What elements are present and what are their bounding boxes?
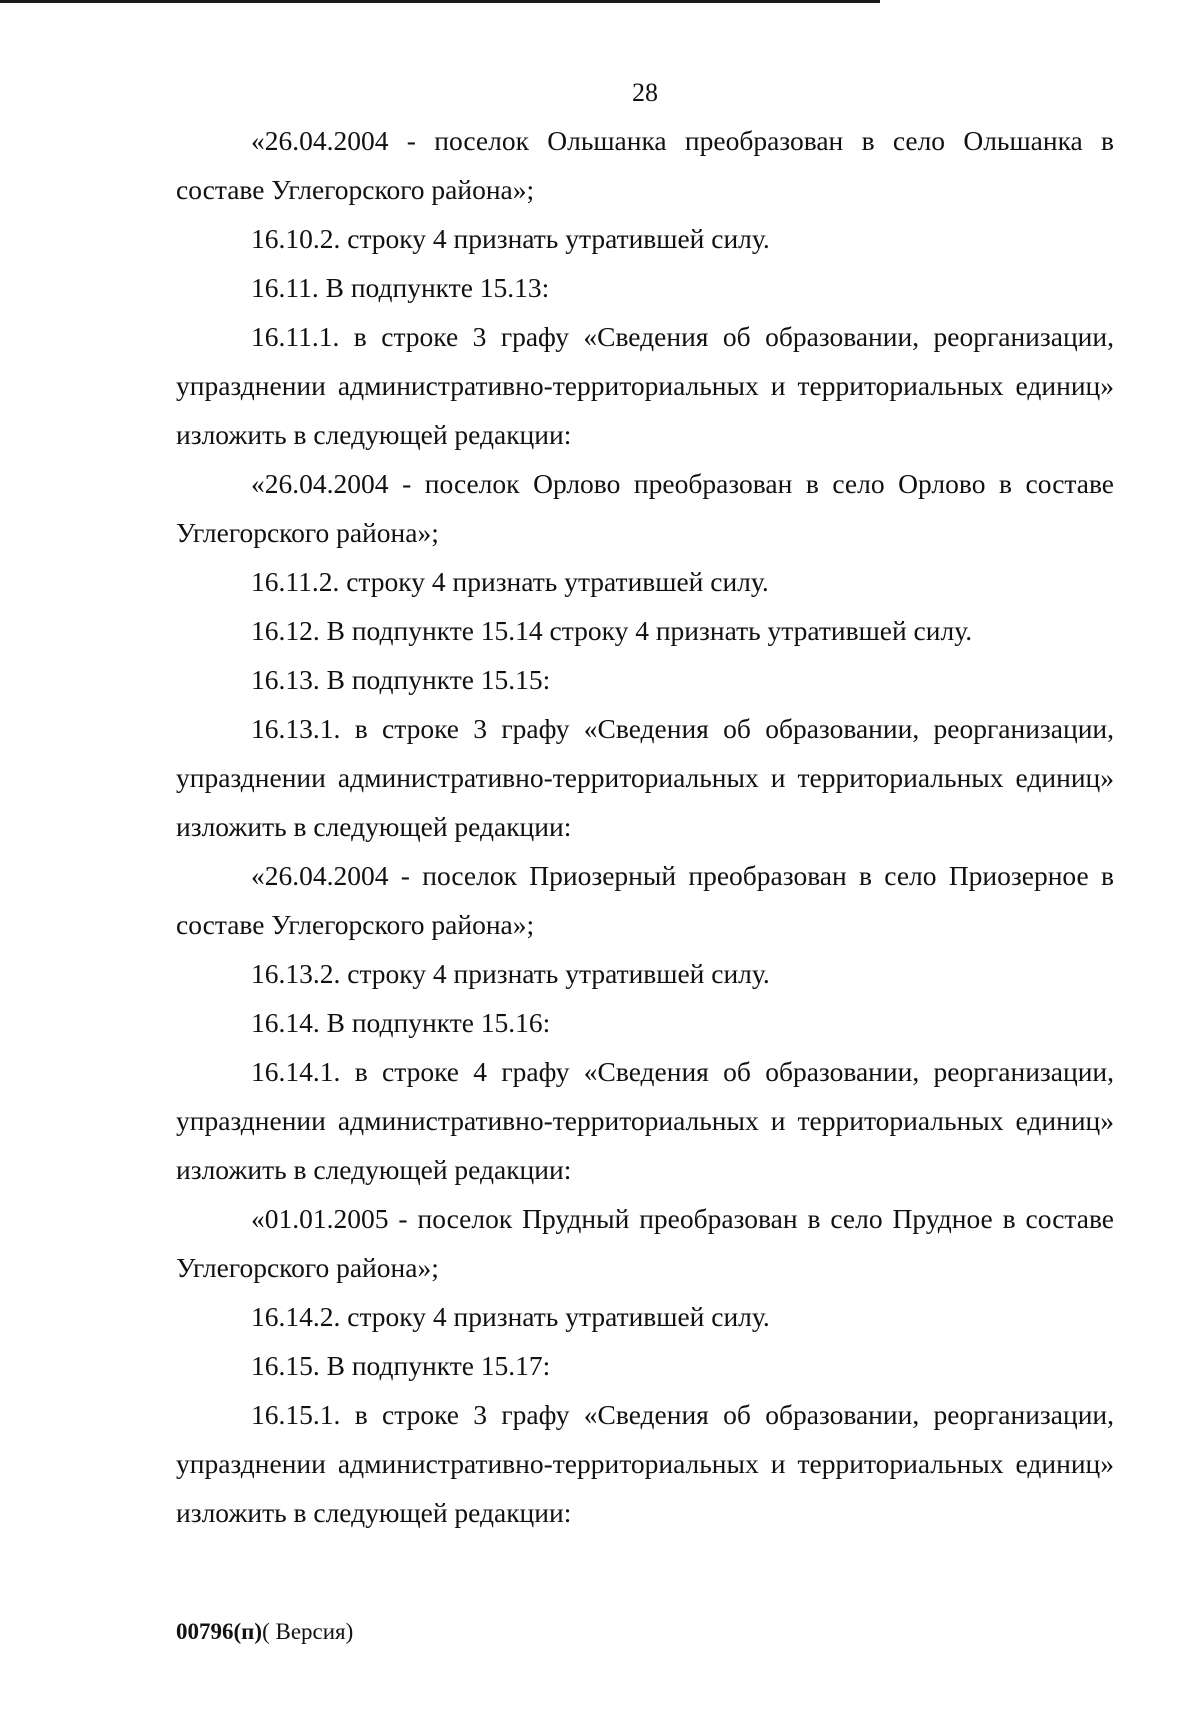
paragraph: 16.14. В подпункте 15.16: — [251, 1007, 551, 1038]
page-number: 28 — [632, 78, 658, 107]
document-footer — [176, 1617, 353, 1647]
paragraph: 16.11.1. в строке 3 графу «Сведения об образовании, реорганизации, упразднении административно-территориальных и территориальных единиц» изложить в следующей редакции: — [176, 321, 1114, 450]
paragraph: 16.13. В подпункте 15.15: — [251, 664, 551, 695]
document-body — [176, 116, 1114, 1537]
paragraph: «26.04.2004 - поселок Орлово преобразован в село Орлово в составе Углегорского района»; — [176, 468, 1114, 548]
paragraph: 16.15. В подпункте 15.17: — [251, 1350, 551, 1381]
paragraph: 16.13.1. в строке 3 графу «Сведения об образовании, реорганизации, упразднении административно-территориальных и территориальных единиц» изложить в следующей редакции: — [176, 713, 1114, 842]
paragraph: «26.04.2004 - поселок Приозерный преобразован в село Приозерное в составе Углегорского района»; — [176, 860, 1114, 940]
paragraph: «26.04.2004 - поселок Ольшанка преобразован в село Ольшанка в составе Углегорского района»; — [176, 125, 1114, 205]
document-version: ( Версия) — [262, 1619, 354, 1644]
paragraph: 16.14.2. строку 4 признать утратившей силу. — [251, 1301, 770, 1332]
paragraph: 16.15.1. в строке 3 графу «Сведения об образовании, реорганизации, упразднении административно-территориальных и территориальных единиц» изложить в следующей редакции: — [176, 1399, 1114, 1528]
paragraph: 16.14.1. в строке 4 графу «Сведения об образовании, реорганизации, упразднении административно-территориальных и территориальных единиц» изложить в следующей редакции: — [176, 1056, 1114, 1185]
paragraph: 16.11.2. строку 4 признать утратившей силу. — [251, 566, 769, 597]
top-border-line — [0, 0, 880, 3]
paragraph: 16.11. В подпункте 15.13: — [251, 272, 550, 303]
paragraph: «01.01.2005 - поселок Прудный преобразован в село Прудное в составе Углегорского района»; — [176, 1203, 1114, 1283]
paragraph: 16.13.2. строку 4 признать утратившей силу. — [251, 958, 770, 989]
document-code: 00796(п) — [176, 1619, 263, 1644]
paragraph: 16.12. В подпункте 15.14 строку 4 признать утратившей силу. — [251, 615, 973, 646]
paragraph: 16.10.2. строку 4 признать утратившей силу. — [251, 223, 770, 254]
